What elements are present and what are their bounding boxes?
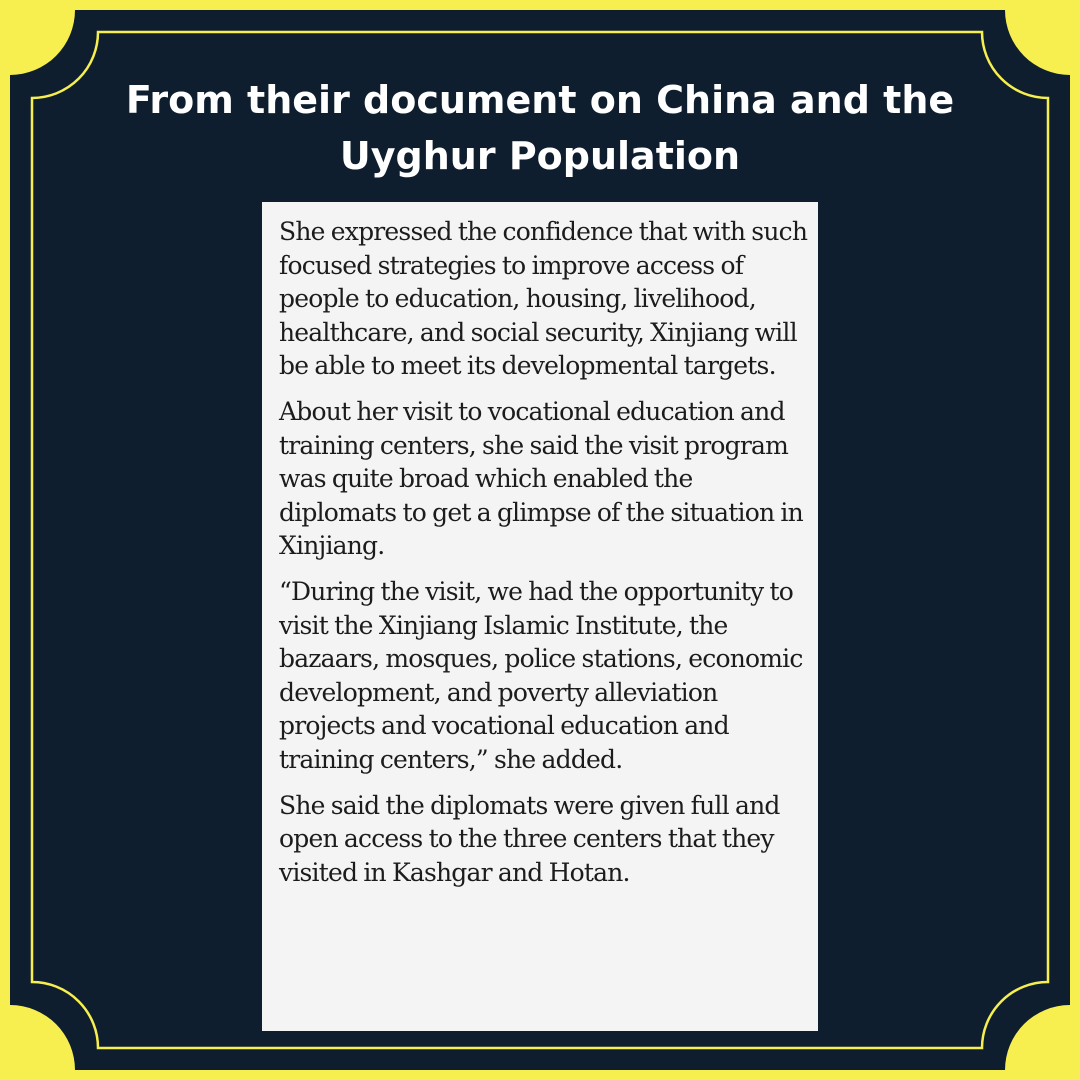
- page-title: From their document on China and the Uyghur Population: [125, 78, 955, 178]
- excerpt-paragraph: She expressed the confidence that with such focused strategies to improve access of people to education, housing, livelihood, healthcare, and social security, Xinjiang will be able to meet its developmental targets.: [279, 217, 808, 381]
- excerpt-paragraph: She said the diplomats were given full and open access to the three centers that they visited in Kashgar and Hotan.: [279, 790, 780, 887]
- excerpt-paragraph: About her visit to vocational education and training centers, she said the visit program was quite broad which enabled the diplomats to get a glimpse of the situation in Xinjiang.: [279, 396, 803, 561]
- document-excerpt: [262, 202, 818, 1031]
- excerpt-paragraph: “During the visit, we had the opportunity to visit the Xinjiang Islamic Institute, the bazaars, mosques, police stations, economic development, and poverty alleviation projects and vocational education and training centers,” she added.: [279, 576, 803, 774]
